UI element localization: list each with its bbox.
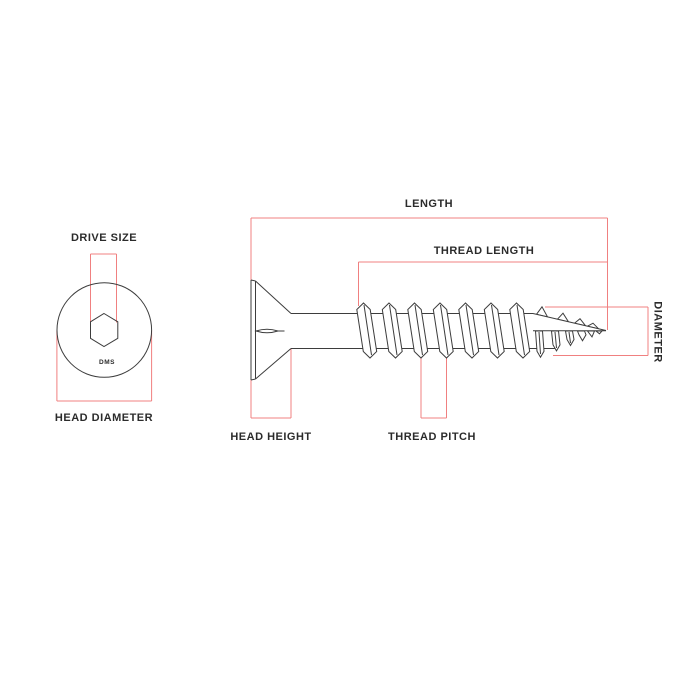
head-height-label: HEAD HEIGHT [230, 431, 312, 443]
dms-label: DMS [99, 359, 115, 366]
length-label: LENGTH [404, 198, 454, 210]
thread-length-dimension [359, 262, 608, 306]
thread-pitch-dimension [421, 358, 447, 418]
tip-lower-threads [536, 331, 603, 357]
head-diameter-label: HEAD DIAMETER [54, 412, 154, 424]
thread-pitch-label: THREAD PITCH [388, 431, 476, 443]
drive-size-dimension [91, 254, 117, 323]
screw-side-view [251, 280, 606, 380]
thread-length-label: THREAD LENGTH [433, 245, 535, 257]
drive-size-label: DRIVE SIZE [70, 232, 138, 244]
thread-turns [357, 303, 530, 358]
diameter-label: DIAMETER [651, 301, 664, 363]
hex-drive-socket [91, 314, 118, 347]
